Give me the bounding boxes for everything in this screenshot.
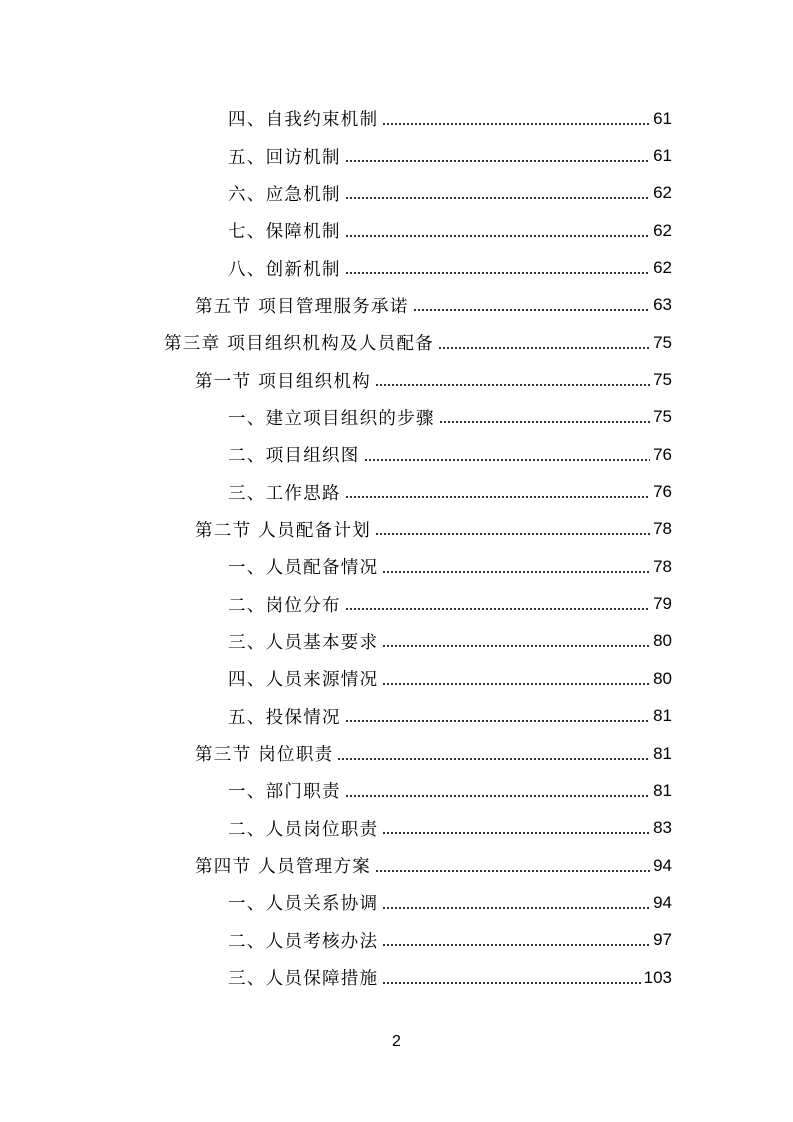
toc-entry-page: 94 bbox=[653, 855, 672, 875]
toc-entry-page: 63 bbox=[653, 295, 672, 315]
toc-dot-leader bbox=[364, 455, 650, 465]
toc-dot-leader bbox=[345, 268, 650, 278]
toc-dot-leader bbox=[439, 417, 650, 427]
toc-entry-title: 五、回访机制 bbox=[228, 147, 341, 168]
toc-entry-page: 62 bbox=[653, 258, 672, 278]
toc-entry-page: 94 bbox=[653, 892, 672, 912]
toc-entry-page: 81 bbox=[653, 706, 672, 726]
toc-dot-leader bbox=[375, 529, 650, 539]
toc-dot-leader bbox=[345, 156, 650, 166]
toc-entry-title: 一、人员关系协调 bbox=[228, 894, 379, 915]
toc-dot-leader bbox=[382, 641, 650, 651]
toc-entry-title: 第四节 人员管理方案 bbox=[195, 857, 372, 878]
toc-entry[interactable] bbox=[0, 511, 793, 548]
toc-entry-title: 七、保障机制 bbox=[228, 222, 341, 243]
toc-entry-page: 81 bbox=[653, 743, 672, 763]
toc-dot-leader bbox=[337, 754, 650, 764]
toc-entry[interactable] bbox=[0, 399, 793, 436]
toc-dot-leader bbox=[375, 380, 650, 390]
toc-entry-title: 三、工作思路 bbox=[228, 483, 341, 504]
toc-entry-title: 第三章 项目组织机构及人员配备 bbox=[164, 334, 435, 355]
toc-dot-leader bbox=[345, 791, 650, 801]
toc-dot-leader bbox=[413, 305, 650, 315]
toc-entry[interactable] bbox=[0, 585, 793, 622]
toc-entry[interactable] bbox=[0, 623, 793, 660]
toc-entry[interactable] bbox=[0, 473, 793, 510]
toc-dot-leader bbox=[345, 604, 650, 614]
toc-entry[interactable] bbox=[0, 324, 793, 361]
toc-entry-page: 79 bbox=[653, 594, 672, 614]
toc-entry-title: 三、人员保障措施 bbox=[228, 969, 379, 990]
toc-entry-page: 75 bbox=[653, 332, 672, 352]
toc-entry-title: 二、人员考核办法 bbox=[228, 931, 379, 952]
toc-entry-title: 二、项目组织图 bbox=[228, 446, 360, 467]
toc-dot-leader bbox=[438, 343, 650, 353]
toc-entry[interactable] bbox=[0, 175, 793, 212]
toc-dot-leader bbox=[345, 231, 650, 241]
toc-entry-title: 五、投保情况 bbox=[228, 707, 341, 728]
toc-dot-leader bbox=[382, 119, 650, 129]
toc-dot-leader bbox=[382, 828, 650, 838]
toc-entry-page: 61 bbox=[653, 108, 672, 128]
toc-dot-leader bbox=[382, 567, 650, 577]
toc-dot-leader bbox=[382, 978, 640, 988]
toc-entry[interactable] bbox=[0, 959, 793, 996]
toc-entry[interactable] bbox=[0, 772, 793, 809]
toc-entry[interactable] bbox=[0, 100, 793, 137]
toc-entry[interactable] bbox=[0, 810, 793, 847]
toc-entry[interactable] bbox=[0, 436, 793, 473]
toc-entry[interactable] bbox=[0, 548, 793, 585]
toc-entry[interactable] bbox=[0, 137, 793, 174]
toc-entry-page: 97 bbox=[653, 930, 672, 950]
toc-entry[interactable] bbox=[0, 361, 793, 398]
toc-entry-title: 二、岗位分布 bbox=[228, 595, 341, 616]
toc-entry-page: 76 bbox=[653, 482, 672, 502]
toc-entry-title: 四、自我约束机制 bbox=[228, 110, 379, 131]
toc-entry-page: 75 bbox=[653, 407, 672, 427]
toc-dot-leader bbox=[382, 940, 650, 950]
toc-entry-page: 83 bbox=[653, 818, 672, 838]
toc-entry[interactable] bbox=[0, 249, 793, 286]
toc-entry[interactable] bbox=[0, 922, 793, 959]
toc-entry-page: 81 bbox=[653, 780, 672, 800]
toc-entry-title: 第二节 人员配备计划 bbox=[195, 520, 372, 541]
page-number: 2 bbox=[392, 1033, 401, 1050]
toc-entry[interactable] bbox=[0, 847, 793, 884]
toc-dot-leader bbox=[345, 716, 650, 726]
toc-entry-page: 80 bbox=[653, 668, 672, 688]
toc-entry-title: 第三节 岗位职责 bbox=[195, 745, 334, 766]
toc-dot-leader bbox=[375, 866, 650, 876]
toc-entry-page: 62 bbox=[653, 183, 672, 203]
toc-entry-title: 八、创新机制 bbox=[228, 259, 341, 280]
toc-entry[interactable] bbox=[0, 660, 793, 697]
toc-entry[interactable] bbox=[0, 698, 793, 735]
toc-entry[interactable] bbox=[0, 287, 793, 324]
toc-entry-page: 103 bbox=[643, 967, 672, 987]
toc-entry-title: 一、建立项目组织的步骤 bbox=[228, 408, 435, 429]
toc-entry[interactable] bbox=[0, 735, 793, 772]
toc-entry-title: 一、人员配备情况 bbox=[228, 558, 379, 579]
toc-entry[interactable] bbox=[0, 884, 793, 921]
toc-entry-title: 二、人员岗位职责 bbox=[228, 819, 379, 840]
toc-entry-page: 78 bbox=[653, 519, 672, 539]
toc-entry-title: 六、应急机制 bbox=[228, 184, 341, 205]
toc-dot-leader bbox=[345, 193, 650, 203]
toc-entry-page: 78 bbox=[653, 556, 672, 576]
toc-entry-title: 三、人员基本要求 bbox=[228, 632, 379, 653]
toc-dot-leader bbox=[382, 903, 650, 913]
toc-entry-title: 一、部门职责 bbox=[228, 782, 341, 803]
toc-entry-title: 第五节 项目管理服务承诺 bbox=[195, 296, 409, 317]
toc-entry-title: 四、人员来源情况 bbox=[228, 670, 379, 691]
toc-entry-page: 62 bbox=[653, 220, 672, 240]
toc-entry-page: 75 bbox=[653, 370, 672, 390]
toc-entry[interactable] bbox=[0, 212, 793, 249]
toc-dot-leader bbox=[382, 679, 650, 689]
table-of-contents bbox=[0, 100, 793, 996]
toc-dot-leader bbox=[345, 492, 650, 502]
toc-entry-page: 61 bbox=[653, 146, 672, 166]
toc-entry-title: 第一节 项目组织机构 bbox=[195, 371, 372, 392]
toc-entry-page: 80 bbox=[653, 631, 672, 651]
toc-entry-page: 76 bbox=[653, 444, 672, 464]
